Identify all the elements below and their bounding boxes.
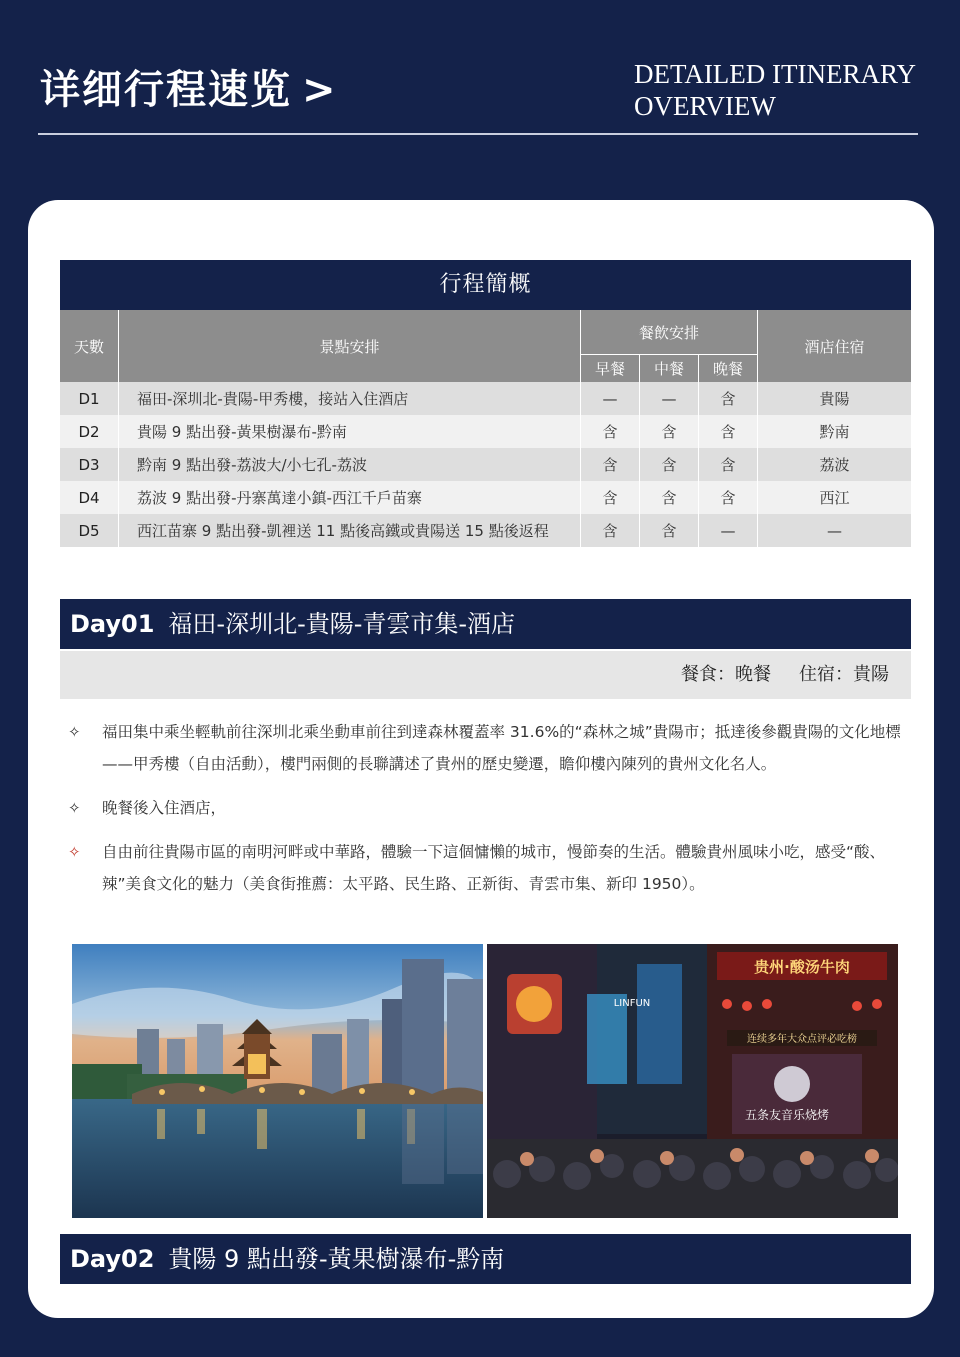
sparkle-icon: ✧ [68, 799, 81, 817]
day01-meal-bar [60, 651, 911, 699]
header-title-en [634, 58, 916, 122]
cell-dinner: 含 [699, 481, 758, 514]
list-item [68, 792, 903, 824]
bullet-text: 自由前往貴陽市區的南明河畔或中華路，體驗一下這個慵懶的城市，慢節奏的生活。體驗貴州風味小吃，感受“酸、辣”美食文化的魅力（美食街推薦：太平路、民生路、正新街、青雲市集、新印 1950）。 [102, 843, 886, 893]
cell-breakfast: — [581, 382, 640, 415]
cell-hotel: 西江 [819, 489, 850, 507]
cell-lunch: 含 [640, 514, 699, 547]
photo-jiaxiu-tower [72, 944, 483, 1218]
chevron-right-icon: > [302, 67, 338, 113]
header-title-en-line1: DETAILED ITINERARY [634, 59, 917, 89]
cell-day: D1 [60, 382, 119, 415]
cell-breakfast: 含 [581, 481, 640, 514]
header-breakfast: 早餐 [581, 354, 640, 382]
header-hotel: 酒店住宿 [804, 337, 865, 356]
photo-night-market [487, 944, 898, 1218]
day01-lodging: 住宿：貴陽 [799, 664, 889, 685]
cell-dinner: — [699, 514, 758, 547]
bullet-text: 晚餐後入住酒店， [102, 799, 227, 817]
header-meals: 餐飲安排 [581, 310, 758, 354]
sign-must-eat-list: 连续多年大众点评必吃榜 [747, 1034, 857, 1045]
overview-table [60, 260, 911, 547]
cell-dinner: 含 [699, 415, 758, 448]
day01-meals: 餐食：晚餐 [681, 664, 771, 685]
day01-photos [72, 944, 898, 1218]
cell-spots: 荔波 9 點出發-丹寨萬達小鎮-西江千戶苗寨 [119, 481, 581, 514]
cell-day: D3 [60, 448, 119, 481]
table-row [60, 481, 911, 514]
day02-title: 貴陽 9 點出發-黃果樹瀑布-黔南 [168, 1245, 505, 1273]
header-divider [38, 133, 918, 135]
sparkle-icon: ✧ [68, 723, 81, 741]
table-row [60, 514, 911, 547]
content-card [28, 200, 934, 1318]
cell-hotel: 黔南 [819, 423, 850, 441]
day01-bullet-list [68, 716, 903, 912]
cell-hotel: 荔波 [819, 456, 850, 474]
overview-table-header [60, 310, 911, 382]
header-lunch: 中餐 [640, 354, 699, 382]
table-row [60, 448, 911, 481]
day01-title-bar [60, 599, 911, 649]
header-title-cn [40, 58, 338, 115]
sign-music-bbq: 五条友音乐烧烤 [744, 1108, 830, 1122]
cell-lunch: 含 [640, 448, 699, 481]
list-item [68, 716, 903, 780]
cell-breakfast: 含 [581, 514, 640, 547]
day01-title: 福田-深圳北-貴陽-青雲市集-酒店 [168, 610, 516, 638]
bullet-text: 福田集中乘坐輕軌前往深圳北乘坐動車前往到達森林覆蓋率 31.6%的“森林之城”貴陽市；抵達後參觀貴陽的文化地標——甲秀樓（自由活動），樓門兩側的長聯講述了貴州的歷史變遷，瞻仰樓內陳列的貴州文化名人。 [102, 723, 901, 773]
list-item [68, 836, 903, 900]
cell-lunch: 含 [640, 415, 699, 448]
cell-hotel: — [827, 521, 842, 540]
cell-hotel: 貴陽 [819, 390, 850, 408]
cell-day: D5 [60, 514, 119, 547]
cell-breakfast: 含 [581, 415, 640, 448]
cell-breakfast: 含 [581, 448, 640, 481]
day02-title-bar [60, 1234, 911, 1284]
table-row [60, 415, 911, 448]
cell-spots: 貴陽 9 點出發-黃果樹瀑布-黔南 [119, 415, 581, 448]
cell-dinner: 含 [699, 448, 758, 481]
cell-spots: 黔南 9 點出發-荔波大/小七孔-荔波 [119, 448, 581, 481]
day02-label: Day02 [70, 1245, 155, 1273]
cell-spots: 福田-深圳北-貴陽-甲秀樓，接站入住酒店 [119, 382, 581, 415]
header-spots: 景點安排 [119, 310, 581, 382]
cell-day: D4 [60, 481, 119, 514]
overview-title: 行程簡概 [60, 260, 911, 310]
cell-day: D2 [60, 415, 119, 448]
cell-lunch: 含 [640, 481, 699, 514]
cell-spots: 西江苗寨 9 點出發-凱裡送 11 點後高鐵或貴陽送 15 點後返程 [119, 514, 581, 547]
sign-sour-soup-beef: 贵州·酸汤牛肉 [754, 958, 850, 976]
header-day: 天數 [60, 310, 119, 382]
cell-lunch: — [640, 382, 699, 415]
sign-linfun: LINFUN [613, 998, 651, 1009]
header-title-en-line2: OVERVIEW [634, 91, 776, 121]
sparkle-icon: ✧ [68, 843, 81, 861]
cell-dinner: 含 [699, 382, 758, 415]
day01-label: Day01 [70, 610, 155, 638]
header-title-text: 详细行程速览 [40, 67, 292, 113]
header-dinner: 晚餐 [699, 354, 758, 382]
table-row [60, 382, 911, 415]
